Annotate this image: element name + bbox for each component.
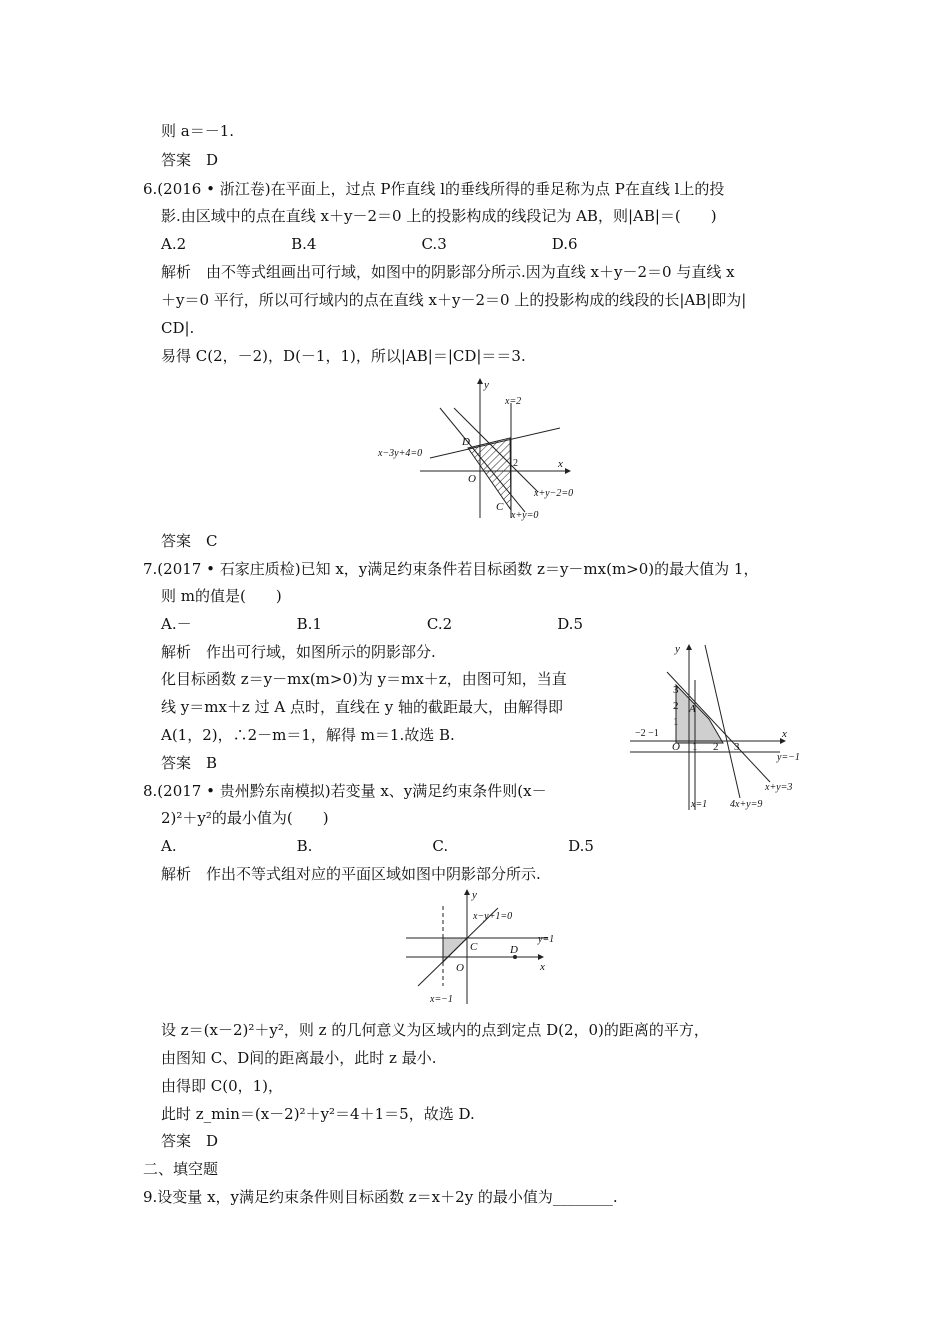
y-axis-arrow-icon [686,644,692,650]
section-heading: 二、填空题 [143,1160,219,1178]
options-line: A. B. C. D.5 [161,837,594,855]
label-y: y [484,379,489,391]
answer-line: 答案 C [161,532,218,550]
answer-line: 答案 B [161,754,218,772]
label-line-2: x+y−2=0 [534,488,574,499]
question-7: 7.(2017 • 石家庄质检)已知 x，y满足约束条件若目标函数 z＝y－mx(m>0)的最大值为 1， [143,560,759,578]
text-line: 则 a＝－1. [161,122,235,140]
analysis-line: 解析 作出不等式组对应的平面区域如图中阴影部分所示. [161,865,541,883]
question-8: 8.(2017 • 贵州黔东南模拟)若变量 x、y满足约束条件则(x－ [143,782,547,800]
x-axis-arrow-icon [565,468,571,474]
label-line-x-y-1: x−y+1=0 [473,911,513,922]
label-line-x-y-3: x+y=3 [765,782,793,793]
label-x-tick-2: 2 [713,741,719,753]
answer-line: 答案 D [161,1132,219,1150]
label-point-d: D [510,944,518,956]
label-tick-2: 2 [513,458,518,469]
label-point-c: C [470,941,478,953]
text-line: CD|. [161,319,195,337]
figure-q8 [398,886,568,1006]
label-y-eq-neg1: y=−1 [777,752,800,763]
figure-q6 [370,378,600,523]
label-point-a: A [689,703,696,715]
label-point-d: D [462,436,470,448]
question-9: 9.设变量 x，y满足约束条件则目标函数 z＝x＋2y 的最小值为________. [143,1188,618,1206]
figure-q7 [625,640,810,815]
label-x-tick-3: 3 [734,741,740,753]
label-y-eq-1: y=1 [538,934,555,945]
text-line: ＋y＝0 平行，所以可行域内的点在直线 x＋y－2＝0 上的投影构成的线段的长|AB|即为| [161,291,747,309]
text-line: 则 m的值是( ) [161,587,282,605]
question-6: 6.(2016 • 浙江卷)在平面上，过点 P作直线 l的垂线所得的垂足称为点 P在直线 l上的投 [143,180,725,198]
x-axis-arrow-icon [538,954,544,960]
label-x: x [558,458,563,470]
label-x-tick-1: 1 [692,741,698,753]
text-line: 易得 C(2，－2)，D(－1，1)，所以|AB|＝|CD|＝＝3. [161,347,526,365]
text-line: A(1，2)，∴2－m＝1，解得 m＝1.故选 B. [161,726,455,744]
y-axis-arrow-icon [477,378,483,384]
label-point-c: C [496,501,504,513]
label-x-eq-1: x=1 [691,799,708,810]
text-line: 设 z＝(x－2)²＋y²，则 z 的几何意义为区域内的点到定点 D(2，0)的距离的平方， [161,1021,709,1039]
label-x-eq-2: x=2 [505,396,522,407]
label-x: x [782,728,787,740]
options-line: A.－ B.1 C.2 D.5 [161,615,583,633]
label-origin: O [456,962,464,974]
label-y: y [675,643,680,655]
label-y: y [472,889,477,901]
analysis-line: 解析 由不等式组画出可行域，如图中的阴影部分所示.因为直线 x＋y－2＝0 与直线 x [161,263,735,281]
label-neg-ticks: −2 −1 [635,728,659,739]
label-line-4x-y-9: 4x+y=9 [730,799,763,810]
label-line-1: x−3y+4=0 [378,448,423,459]
label-x: x [540,961,545,973]
answer-line: 答案 D [161,151,219,169]
label-tick-2: 2 [673,700,679,712]
text-line: 由图知 C、D间的距离最小，此时 z 最小. [161,1049,437,1067]
label-line-3: x+y=0 [511,510,539,521]
label-origin: O [672,741,680,753]
text-line: 影.由区域中的点在直线 x＋y－2＝0 上的投影构成的线段记为 AB，则|AB|＝( ) [161,207,717,225]
label-tick-1: 1 [673,716,679,728]
text-line: 由得即 C(0，1)， [161,1077,284,1095]
analysis-line: 解析 作出可行域，如图所示的阴影部分. [161,643,436,661]
text-line: 此时 z_min＝(x－2)²＋y²＝4＋1＝5，故选 D. [161,1105,475,1123]
label-tick-3: 3 [673,684,679,696]
text-line: 2)²＋y²的最小值为( ) [161,809,329,827]
options-line: A.2 B.4 C.3 D.6 [161,235,578,253]
text-line: 化目标函数 z＝y－mx(m>0)为 y＝mx＋z，由图可知，当直 [161,670,567,688]
y-axis-arrow-icon [464,889,470,895]
label-origin: O [468,473,476,485]
text-line: 线 y＝mx＋z 过 A 点时，直线在 y 轴的截距最大，由解得即 [161,698,563,716]
label-x-eq-neg1: x=−1 [430,994,453,1005]
